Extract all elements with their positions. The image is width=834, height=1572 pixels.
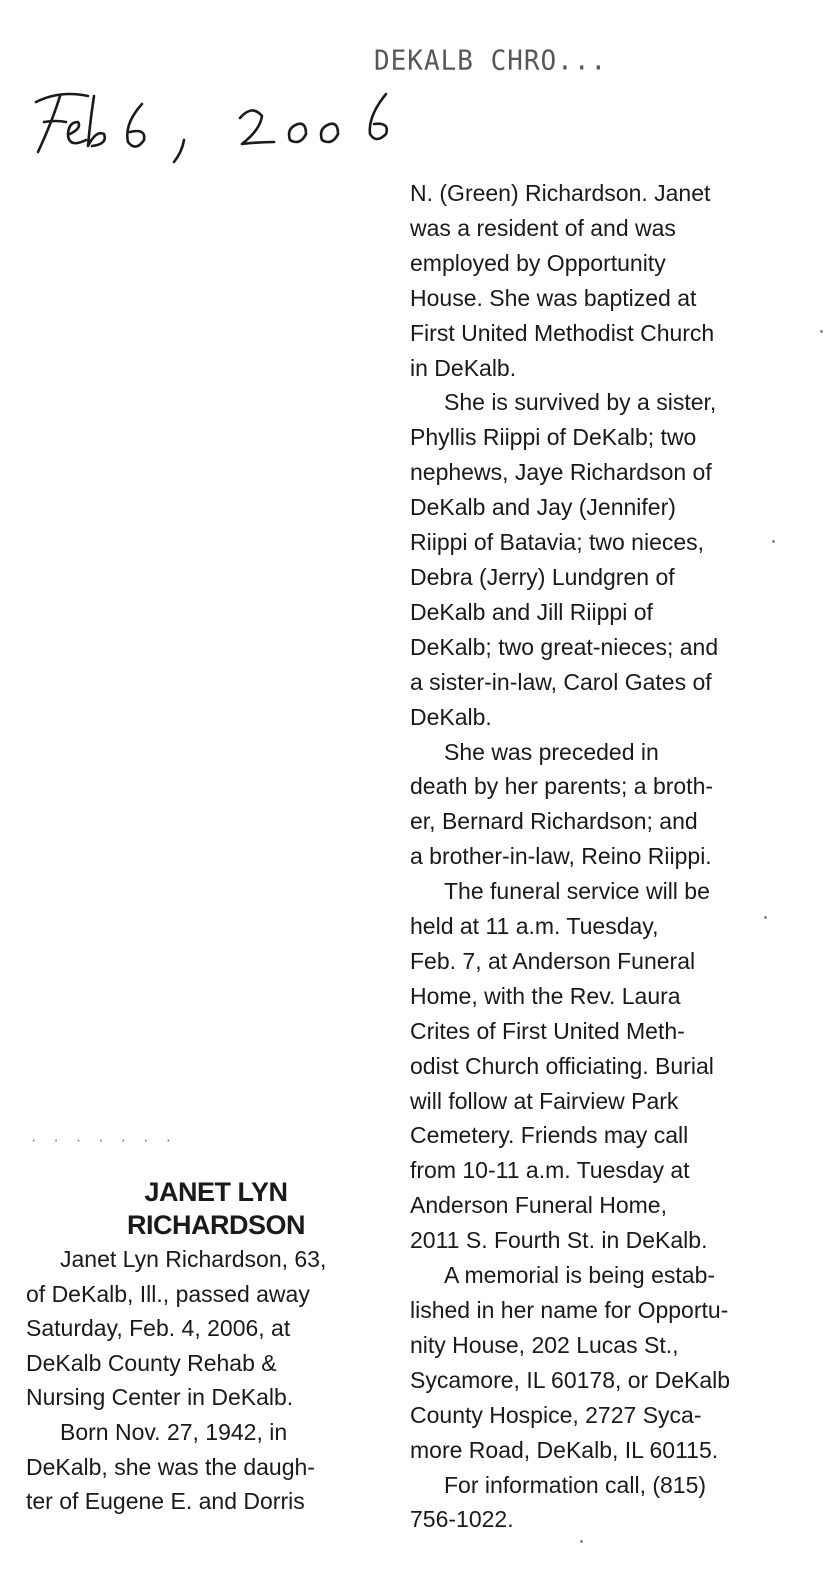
text-line: will follow at Fairview Park xyxy=(410,1087,679,1114)
text-line: Debra (Jerry) Lundgren of xyxy=(410,563,675,590)
text-line: held at 11 a.m. Tuesday, xyxy=(410,913,659,940)
text-line: She is survived by a sister, xyxy=(444,389,717,416)
text-line: lished in her name for Opportu- xyxy=(410,1297,729,1323)
text-line: DeKalb; two great-nieces; and xyxy=(410,633,719,660)
obituary-right-column xyxy=(410,176,810,1537)
text-line: 756-1022. xyxy=(410,1506,514,1533)
newspaper-stamp: DEKALB CHRO... xyxy=(374,45,608,77)
headline-line: JANET LYN xyxy=(144,1177,288,1207)
text-line: House. She was baptized at xyxy=(410,284,697,311)
text-line: Home, with the Rev. Laura xyxy=(410,982,681,1009)
text-line: Saturday, Feb. 4, 2006, at xyxy=(26,1315,291,1342)
text-line: odist Church officiating. Burial xyxy=(410,1052,714,1079)
text-line: more Road, DeKalb, IL 60115. xyxy=(410,1436,719,1463)
text-line: Nursing Center in DeKalb. xyxy=(26,1384,294,1411)
text-line: Phyllis Riippi of DeKalb; two xyxy=(410,424,697,451)
text-line: Janet Lyn Richardson, 63, xyxy=(60,1246,327,1272)
text-line: Feb. 7, at Anderson Funeral xyxy=(410,947,696,974)
text-line: Sycamore, IL 60178, or DeKalb xyxy=(410,1366,731,1393)
text-line: nity House, 202 Lucas St., xyxy=(410,1331,679,1358)
text-line: DeKalb. xyxy=(410,703,492,730)
text-line: Born Nov. 27, 1942, in xyxy=(60,1418,288,1445)
text-line: Crites of First United Meth- xyxy=(410,1017,685,1044)
text-line: DeKalb County Rehab & xyxy=(26,1349,277,1376)
handwritten-date xyxy=(30,82,410,172)
text-line: N. (Green) Richardson. Janet xyxy=(410,180,711,206)
text-line: The funeral service will be xyxy=(444,878,710,905)
text-line: DeKalb, she was the daugh- xyxy=(26,1453,315,1480)
text-line: er, Bernard Richardson; and xyxy=(410,808,698,835)
scan-speck xyxy=(820,330,823,333)
divider-dots: · · · · · · · xyxy=(30,1134,176,1148)
text-line: from 10-11 a.m. Tuesday at xyxy=(410,1157,690,1184)
text-line: a sister-in-law, Carol Gates of xyxy=(410,668,712,695)
text-line: in DeKalb. xyxy=(410,354,517,381)
text-line: ter of Eugene E. and Dorris xyxy=(26,1488,305,1515)
scan-speck xyxy=(580,1540,583,1543)
text-line: County Hospice, 2727 Syca- xyxy=(410,1401,702,1428)
text-line: 2011 S. Fourth St. in DeKalb. xyxy=(410,1227,708,1254)
text-line: Riippi of Batavia; two nieces, xyxy=(410,529,705,556)
text-line: nephews, Jaye Richardson of xyxy=(410,459,712,486)
text-line: DeKalb and Jill Riippi of xyxy=(410,598,653,625)
obituary-headline xyxy=(76,1176,356,1242)
text-line: Anderson Funeral Home, xyxy=(410,1192,667,1219)
text-line: For information call, (815) xyxy=(444,1471,707,1498)
text-line: employed by Opportunity xyxy=(410,249,666,276)
text-line: a brother-in-law, Reino Riippi. xyxy=(410,843,712,870)
text-line: A memorial is being estab- xyxy=(444,1262,716,1289)
handwritten-date-signature-icon xyxy=(30,82,410,172)
text-line: She was preceded in xyxy=(444,738,659,765)
text-line: death by her parents; a broth- xyxy=(410,773,714,800)
text-line: of DeKalb, Ill., passed away xyxy=(26,1280,310,1307)
text-line: Cemetery. Friends may call xyxy=(410,1122,689,1149)
obituary-left-column xyxy=(26,1176,396,1519)
text-line: First United Methodist Church xyxy=(410,319,715,346)
text-line: DeKalb and Jay (Jennifer) xyxy=(410,494,676,521)
text-line: was a resident of and was xyxy=(410,214,676,241)
headline-line: RICHARDSON xyxy=(126,1210,305,1240)
